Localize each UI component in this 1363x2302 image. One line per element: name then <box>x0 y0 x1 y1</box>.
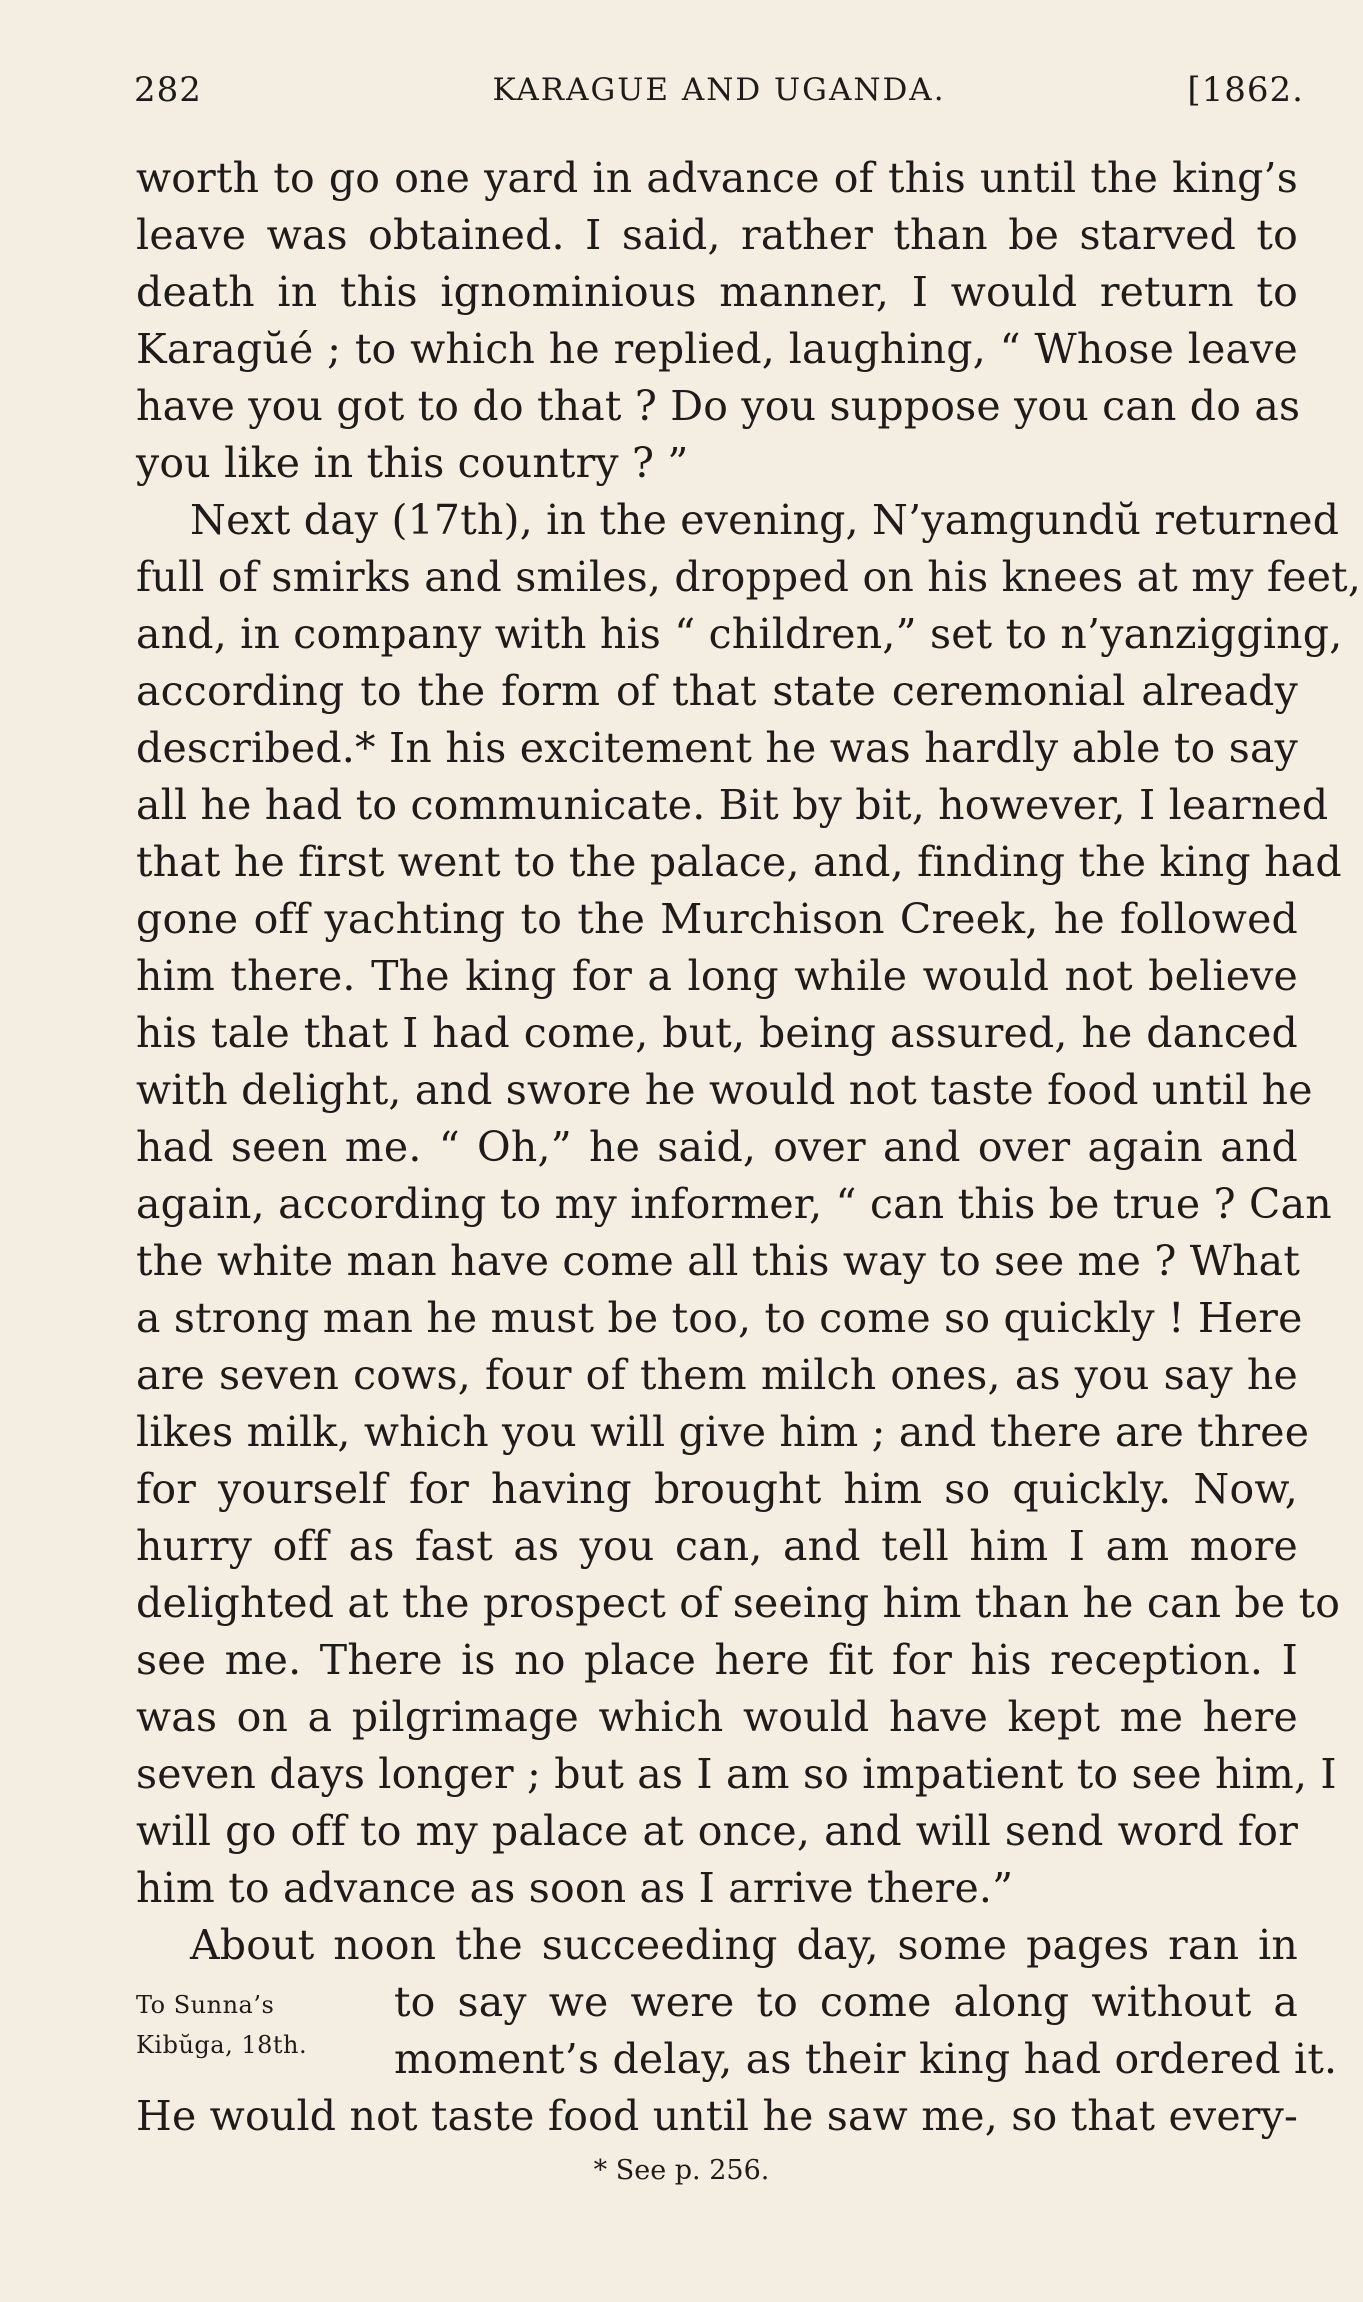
text-line: described.* In his excitement he was hardly able to say <box>136 724 1298 772</box>
text-line: About noon the succeeding day, some pages ran in <box>190 1921 1298 1969</box>
text-line: him there. The king for a long while would not believe <box>136 952 1298 1000</box>
running-title: KARAGUE AND UGANDA. <box>492 72 946 108</box>
text-line: and, in company with his “ children,” set to n’yanzigging, <box>136 610 1343 658</box>
text-line: a strong man he must be too, to come so quickly ! Here <box>136 1294 1303 1342</box>
text-line: leave was obtained. I said, rather than be starved to <box>136 211 1298 259</box>
text-line: hurry off as fast as you can, and tell him I am more <box>136 1522 1298 1570</box>
running-header <box>134 70 1304 114</box>
text-line: to say we were to come along without a <box>394 1978 1298 2026</box>
text-line: had seen me. “ Oh,” he said, over and over again and <box>136 1123 1298 1171</box>
text-line: Next day (17th), in the evening, N’yamgundŭ returned <box>190 496 1340 544</box>
page-number: 282 <box>134 70 202 110</box>
text-line: him to advance as soon as I arrive there.” <box>136 1864 1014 1912</box>
text-line: was on a pilgrimage which would have kept me here <box>136 1693 1298 1741</box>
text-line: for yourself for having brought him so quickly. Now, <box>136 1465 1298 1513</box>
text-line: you like in this country ? ” <box>136 439 689 487</box>
margin-note-destination: To Sunna’s <box>136 1991 275 2019</box>
text-line: delighted at the prospect of seeing him than he can be to <box>136 1579 1341 1627</box>
text-line: see me. There is no place here fit for his reception. I <box>136 1636 1298 1684</box>
text-line: seven days longer ; but as I am so impatient to see him, I <box>136 1750 1337 1798</box>
text-line: with delight, and swore he would not taste food until he <box>136 1066 1313 1114</box>
footnote: * See p. 256. <box>593 2155 770 2186</box>
text-line: his tale that I had come, but, being assured, he danced <box>136 1009 1298 1057</box>
text-line: He would not taste food until he saw me, so that every- <box>136 2092 1298 2140</box>
text-line: worth to go one yard in advance of this until the king’s <box>136 154 1298 202</box>
header-year: [1862. <box>1187 70 1304 110</box>
text-line: according to the form of that state ceremonial already <box>136 667 1298 715</box>
text-line: will go off to my palace at once, and will send word for <box>136 1807 1298 1855</box>
text-line: all he had to communicate. Bit by bit, however, I learned <box>136 781 1329 829</box>
text-line: the white man have come all this way to see me ? What <box>136 1237 1301 1285</box>
text-line: death in this ignominious manner, I would return to <box>136 268 1298 316</box>
text-line: again, according to my informer, “ can this be true ? Can <box>136 1180 1332 1228</box>
text-line: likes milk, which you will give him ; and there are three <box>136 1408 1310 1456</box>
margin-note-date: Kibŭga, 18th. <box>136 2031 308 2059</box>
text-line: full of smirks and smiles, dropped on his knees at my feet, <box>136 553 1362 601</box>
text-line: Karagŭé ; to which he replied, laughing, “ Whose leave <box>136 325 1298 373</box>
text-line: gone off yachting to the Murchison Creek, he followed <box>136 895 1298 943</box>
text-line: have you got to do that ? Do you suppose you can do as <box>136 382 1301 430</box>
text-line: are seven cows, four of them milch ones, as you say he <box>136 1351 1298 1399</box>
text-line: moment’s delay, as their king had ordered it. <box>394 2035 1338 2083</box>
body-text <box>136 150 1362 2145</box>
text-line: that he first went to the palace, and, finding the king had <box>136 838 1342 886</box>
